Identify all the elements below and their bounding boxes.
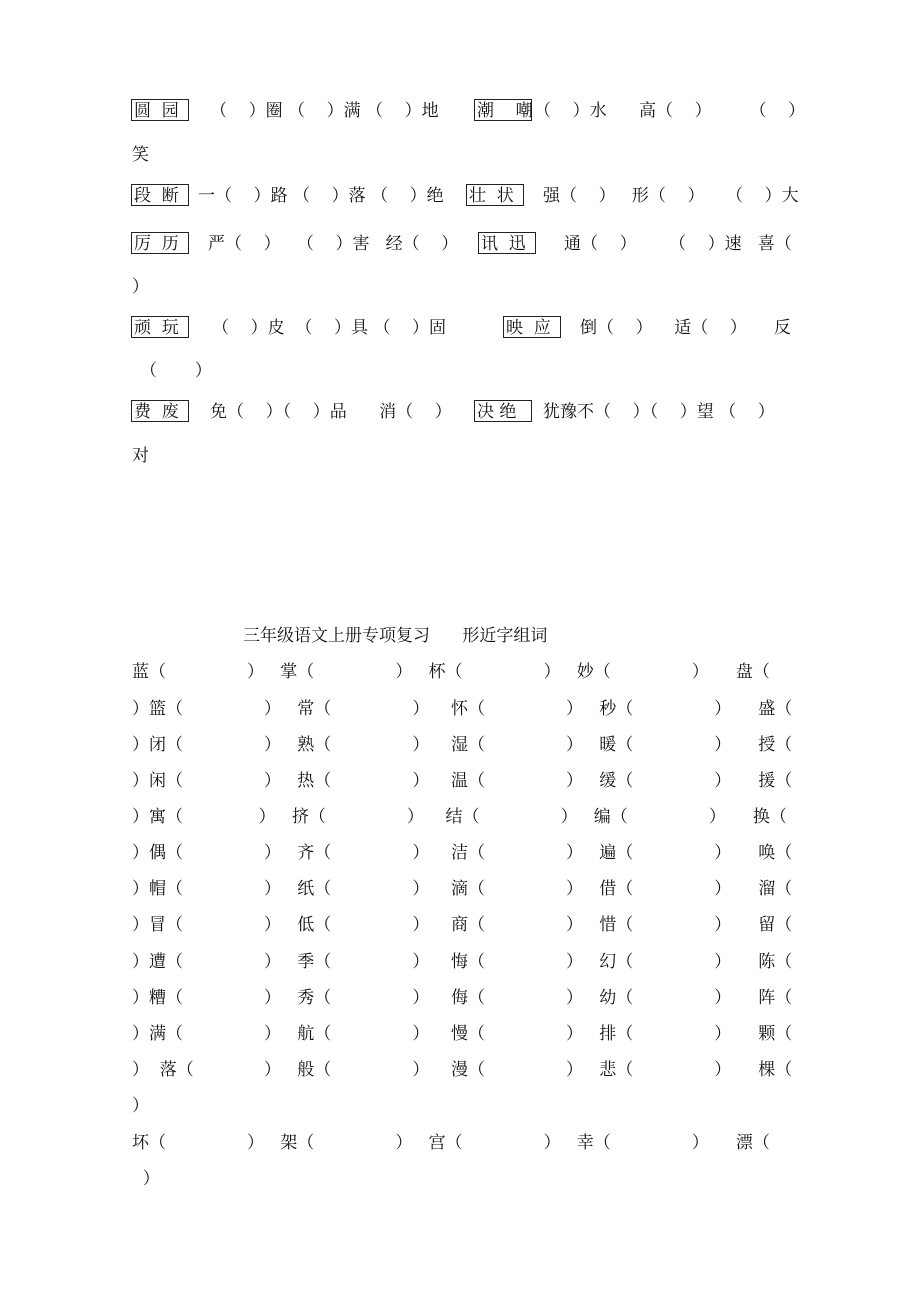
char-pair-box: 潮 嘲 <box>474 99 532 121</box>
word-line: ）冒（ ） 低（ ） 商（ ） 惜（ ） 留（ <box>132 915 793 935</box>
word-line: ）闲（ ） 热（ ） 温（ ） 缓（ ） 援（ <box>132 771 793 791</box>
char-pair-box: 决 绝 <box>474 400 532 422</box>
wrap-text: ） <box>132 277 149 297</box>
char-pair-box: 段 断 <box>131 184 189 206</box>
fill-blank-text: （ ）皮 （ ）具 （ ）固 <box>212 318 447 338</box>
word-line: ） 落（ ） 般（ ） 漫（ ） 悲（ ） 棵（ <box>132 1060 793 1080</box>
fill-blank-text: 免（ ）（ ）品 消（ ） <box>210 402 452 422</box>
word-line: ）篮（ ） 常（ ） 怀（ ） 秒（ ） 盛（ <box>132 699 793 719</box>
word-line: ） <box>132 1169 160 1189</box>
char-pair-box: 顽 玩 <box>131 316 189 338</box>
word-line: ）遭（ ） 季（ ） 悔（ ） 幻（ ） 陈（ <box>132 952 793 972</box>
word-line: 蓝（ ） 掌（ ） 杯（ ） 妙（ ） 盘（ <box>132 662 770 682</box>
word-line: ）寓（ ） 挤（ ） 结（ ） 编（ ） 换（ <box>132 807 787 827</box>
fill-blank-text: 通（ ） （ ）速 喜（ <box>564 234 792 254</box>
fill-blank-text: 强（ ） 形（ ） （ ）大 <box>543 186 799 206</box>
fill-blank-text: 犹豫不（ ）（ ）望 （ ） <box>543 402 775 422</box>
fill-blank-text: （ ）水 高（ ） （ ） <box>534 101 806 121</box>
wrap-text: 笑 <box>132 145 149 165</box>
fill-blank-text: 倒（ ） 适（ ） 反 <box>580 318 791 338</box>
word-line: ）闭（ ） 熟（ ） 湿（ ） 暖（ ） 授（ <box>132 735 793 755</box>
word-line: 坏（ ） 架（ ） 宫（ ） 幸（ ） 漂（ <box>132 1133 770 1153</box>
char-pair-box: 壮 状 <box>466 184 524 206</box>
fill-blank-text: 一（ ）路 （ ）落 （ ）绝 <box>198 186 444 206</box>
word-line: ） <box>132 1096 149 1116</box>
word-line: ）偶（ ） 齐（ ） 洁（ ） 遍（ ） 唤（ <box>132 843 793 863</box>
fill-blank-text: （ ）圈 （ ）满 （ ）地 <box>210 101 439 121</box>
section-title: 三年级语文上册专项复习 形近字组词 <box>243 626 548 646</box>
char-pair-box: 圆 园 <box>131 99 189 121</box>
word-line: ）满（ ） 航（ ） 慢（ ） 排（ ） 颗（ <box>132 1024 793 1044</box>
fill-blank-text: 严（ ） （ ）害 经（ ） <box>208 234 459 254</box>
char-pair-box: 厉 历 <box>131 232 189 254</box>
word-line: ）糟（ ） 秀（ ） 侮（ ） 幼（ ） 阵（ <box>132 988 793 1008</box>
word-line: ）帽（ ） 纸（ ） 滴（ ） 借（ ） 溜（ <box>132 879 793 899</box>
wrap-text: 对 <box>132 446 149 466</box>
char-pair-box: 费 废 <box>131 400 189 422</box>
wrap-text: （ ） <box>140 361 212 381</box>
char-pair-box: 讯 迅 <box>478 232 536 254</box>
char-pair-box: 映 应 <box>503 316 561 338</box>
